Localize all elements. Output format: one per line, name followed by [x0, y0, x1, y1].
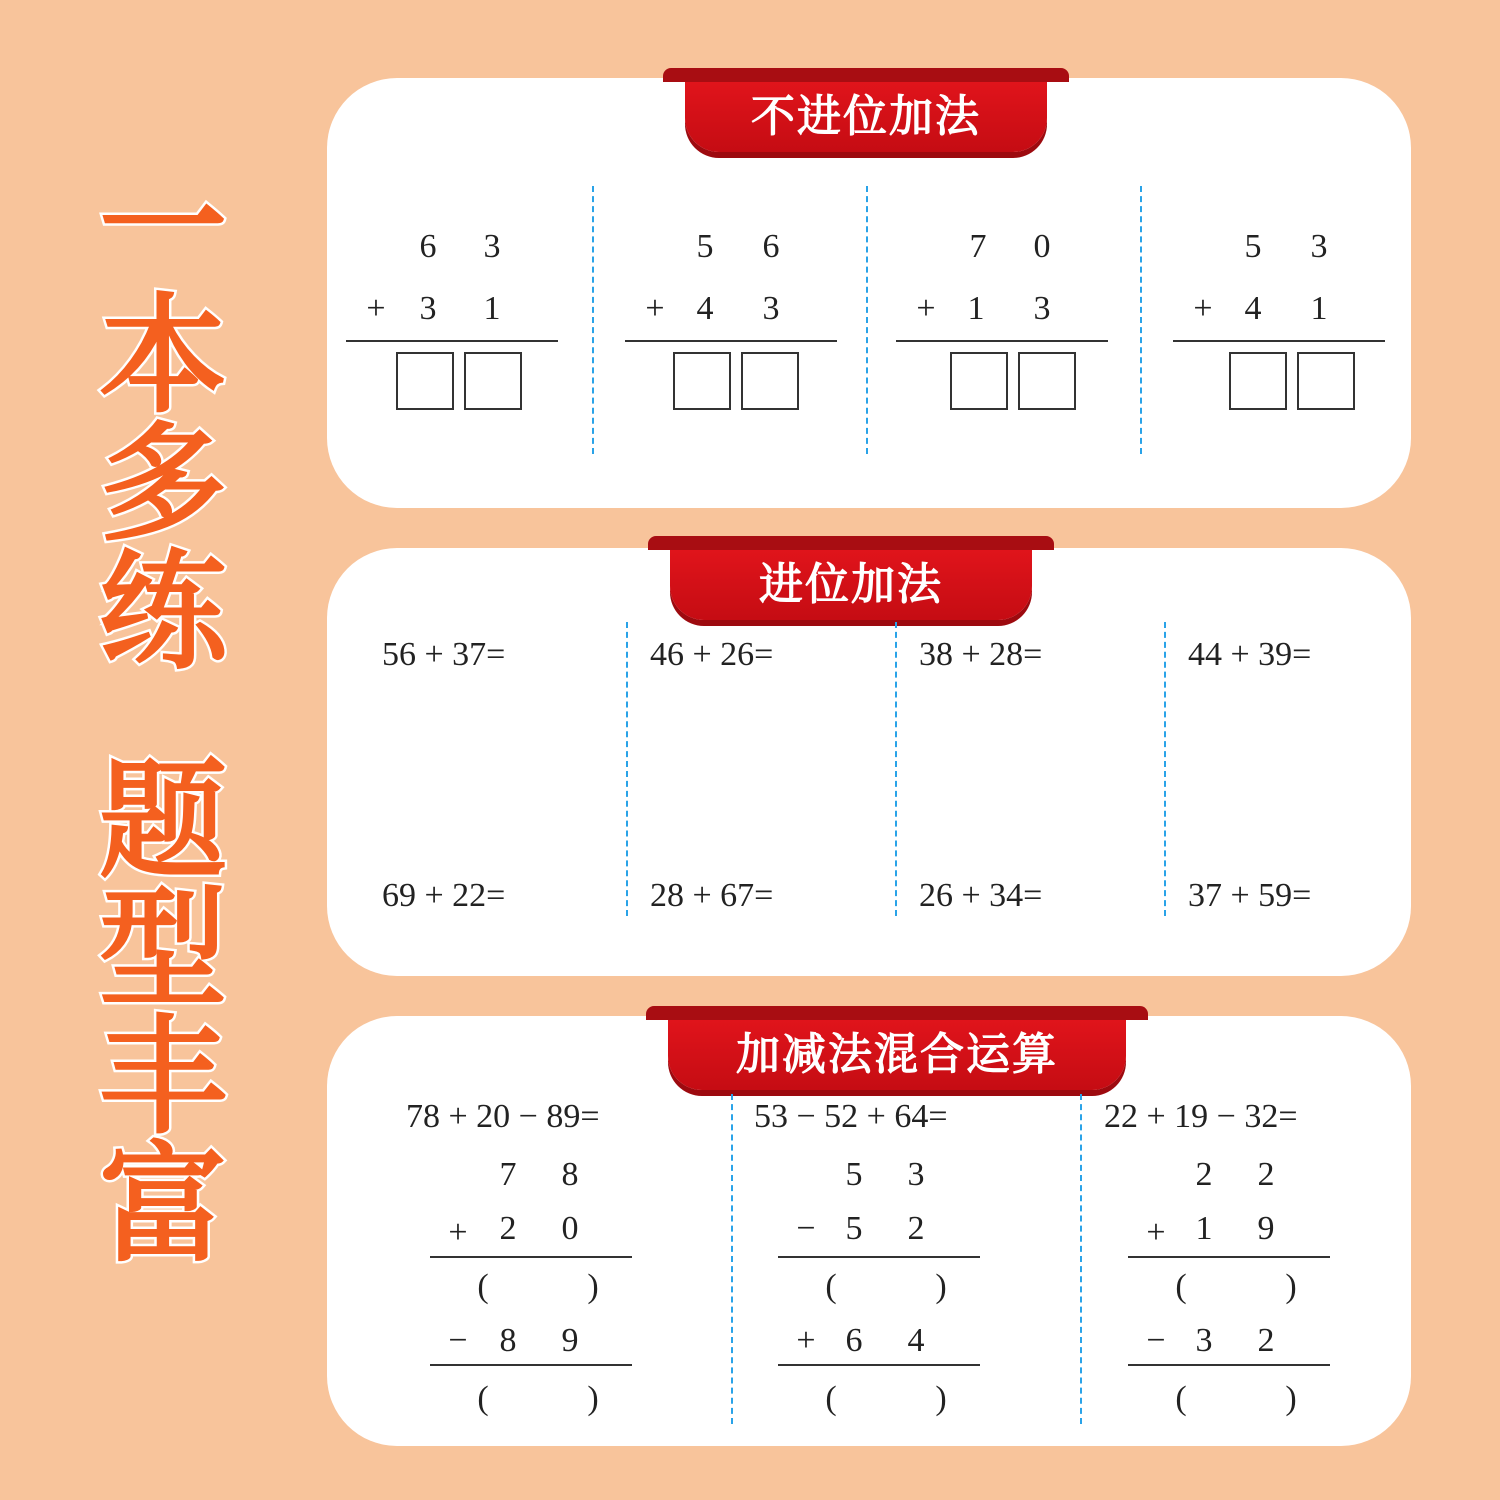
answer-paren-close[interactable]: ): [935, 1268, 947, 1305]
side-title-char: 多: [98, 410, 227, 559]
digit: 2: [1257, 1156, 1275, 1193]
expression: 22 + 19 − 32=: [1104, 1098, 1298, 1135]
side-title-char: 练: [98, 538, 227, 687]
divider: [866, 186, 868, 454]
side-title-char: 型: [98, 875, 227, 1024]
equation: 28 + 67=: [650, 877, 774, 914]
side-title-char: 本: [98, 282, 227, 431]
divider: [626, 622, 628, 916]
answer-box[interactable]: [1297, 352, 1355, 410]
answer-paren-close[interactable]: ): [1285, 1380, 1297, 1417]
answer-box[interactable]: [1229, 352, 1287, 410]
digit: 5: [1244, 228, 1262, 265]
digit: 3: [483, 228, 501, 265]
digit: 1: [1310, 290, 1328, 327]
digit: 3: [907, 1156, 925, 1193]
digit: 9: [1257, 1210, 1275, 1247]
answer-paren-open[interactable]: (: [477, 1268, 489, 1305]
digit: 3: [1310, 228, 1328, 265]
mixed-problem: [1104, 1098, 1364, 1418]
divider: [731, 1094, 733, 1424]
answer-paren-close[interactable]: ): [1285, 1268, 1297, 1305]
expression: 78 + 20 − 89=: [406, 1098, 600, 1135]
equation: 56 + 37=: [382, 636, 506, 673]
section-banner-carry: 进位加法: [670, 550, 1032, 620]
operator: +: [645, 290, 665, 327]
divider: [1080, 1094, 1082, 1424]
equation: 38 + 28=: [919, 636, 1043, 673]
digit: 3: [1033, 290, 1051, 327]
digit: 8: [561, 1156, 579, 1193]
answer-box[interactable]: [1018, 352, 1076, 410]
digit: 7: [969, 228, 987, 265]
answer-paren-close[interactable]: ): [935, 1380, 947, 1417]
answer-paren-open[interactable]: (: [825, 1268, 837, 1305]
sum-line: [430, 1256, 632, 1258]
digit: 3: [762, 290, 780, 327]
answer-box[interactable]: [464, 352, 522, 410]
operator: −: [448, 1322, 468, 1359]
sum-line: [778, 1364, 980, 1366]
sum-line: [1128, 1364, 1330, 1366]
section-banner-no-carry: 不进位加法: [685, 82, 1047, 152]
divider: [1140, 186, 1142, 454]
side-title-char: 富: [98, 1131, 227, 1280]
column-problem: [346, 228, 558, 428]
divider: [592, 186, 594, 454]
digit: 6: [762, 228, 780, 265]
answer-box[interactable]: [673, 352, 731, 410]
operator: +: [916, 290, 936, 327]
sum-line: [896, 340, 1108, 342]
divider: [1164, 622, 1166, 916]
operator: +: [1146, 1214, 1166, 1251]
answer-box[interactable]: [950, 352, 1008, 410]
equation: 37 + 59=: [1188, 877, 1312, 914]
side-title-char: 丰: [98, 1003, 227, 1152]
digit: 5: [845, 1210, 863, 1247]
sum-line: [346, 340, 558, 342]
sum-line: [430, 1364, 632, 1366]
answer-paren-close[interactable]: ): [587, 1380, 599, 1417]
column-problem: [625, 228, 837, 428]
answer-paren-open[interactable]: (: [825, 1380, 837, 1417]
expression: 53 − 52 + 64=: [754, 1098, 948, 1135]
sum-line: [1128, 1256, 1330, 1258]
divider: [895, 622, 897, 916]
digit: 4: [1244, 290, 1262, 327]
digit: 0: [1033, 228, 1051, 265]
answer-box[interactable]: [741, 352, 799, 410]
side-title-char: 一: [98, 154, 227, 303]
digit: 8: [499, 1322, 517, 1359]
equation: 44 + 39=: [1188, 636, 1312, 673]
digit: 6: [845, 1322, 863, 1359]
side-title-line-1: [88, 154, 238, 687]
answer-paren-open[interactable]: (: [1175, 1268, 1187, 1305]
digit: 4: [907, 1322, 925, 1359]
digit: 6: [419, 228, 437, 265]
operator: +: [1193, 290, 1213, 327]
operator: −: [796, 1210, 816, 1247]
column-problem: [1173, 228, 1385, 428]
sum-line: [778, 1256, 980, 1258]
digit: 7: [499, 1156, 517, 1193]
digit: 5: [845, 1156, 863, 1193]
digit: 2: [1195, 1156, 1213, 1193]
digit: 0: [561, 1210, 579, 1247]
answer-paren-open[interactable]: (: [1175, 1380, 1187, 1417]
digit: 5: [696, 228, 714, 265]
answer-paren-open[interactable]: (: [477, 1380, 489, 1417]
mixed-problem: [406, 1098, 666, 1418]
answer-paren-close[interactable]: ): [587, 1268, 599, 1305]
side-title-line-2: [88, 747, 238, 1280]
operator: +: [366, 290, 386, 327]
digit: 9: [561, 1322, 579, 1359]
answer-box[interactable]: [396, 352, 454, 410]
digit: 4: [696, 290, 714, 327]
mixed-problem: [754, 1098, 1014, 1418]
digit: 1: [967, 290, 985, 327]
digit: 1: [483, 290, 501, 327]
equation: 26 + 34=: [919, 877, 1043, 914]
column-problem: [896, 228, 1108, 428]
equation: 46 + 26=: [650, 636, 774, 673]
section-banner-mixed: 加减法混合运算: [668, 1020, 1126, 1090]
digit: 2: [907, 1210, 925, 1247]
digit: 2: [499, 1210, 517, 1247]
digit: 1: [1195, 1210, 1213, 1247]
operator: −: [1146, 1322, 1166, 1359]
sum-line: [1173, 340, 1385, 342]
side-title-char: 题: [98, 747, 227, 896]
digit: 3: [1195, 1322, 1213, 1359]
operator: +: [796, 1322, 816, 1359]
equation: 69 + 22=: [382, 877, 506, 914]
digit: 3: [419, 290, 437, 327]
operator: +: [448, 1214, 468, 1251]
digit: 2: [1257, 1322, 1275, 1359]
sum-line: [625, 340, 837, 342]
